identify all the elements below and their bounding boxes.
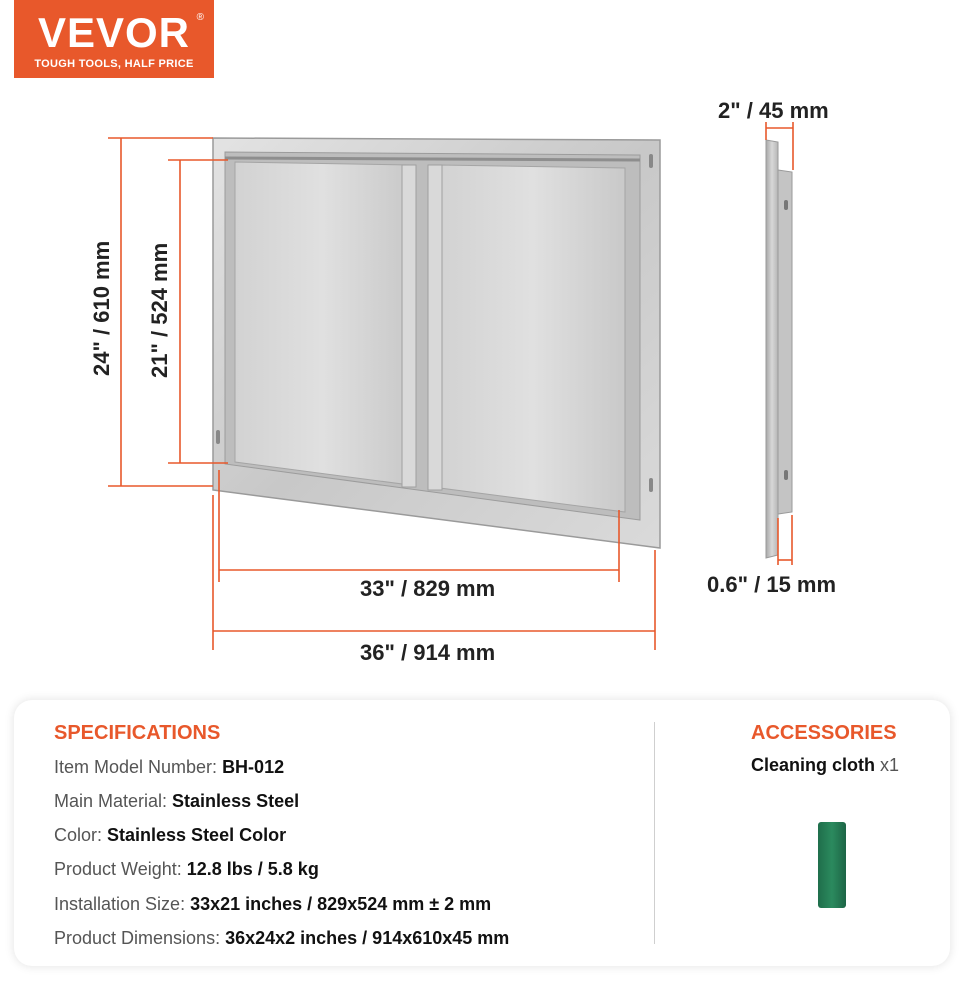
outer-width-label: 36" / 914 mm [360,640,496,665]
card-divider [654,722,655,944]
logo-registered-mark: ® [196,12,204,23]
specifications-card [14,700,950,966]
spec-row-dimensions: Product Dimensions: 36x24x2 inches / 914x610x45 mm [54,928,510,948]
door-side-view [766,140,792,558]
inner-height-label: 21" / 524 mm [147,242,172,378]
accessory-item: Cleaning cloth x1 [751,755,900,775]
specifications-title: SPECIFICATIONS [54,722,221,744]
logo-brand: VEVOR [37,9,191,56]
inner-width-label: 33" / 829 mm [360,576,496,601]
accessories-title: ACCESSORIES [751,722,897,744]
depth-label: 2" / 45 mm [718,98,829,123]
spec-row-model: Item Model Number: BH-012 [54,757,285,777]
thickness-label: 0.6" / 15 mm [707,572,837,597]
spec-row-material: Main Material: Stainless Steel [54,791,300,811]
door-front-view [213,138,660,548]
spec-row-color: Color: Stainless Steel Color [54,825,287,845]
logo-tagline: TOUGH TOOLS, HALF PRICE [34,58,194,70]
spec-row-installation-size: Installation Size: 33x21 inches / 829x524 mm ± 2 mm [54,894,492,914]
outer-height-label: 24" / 610 mm [89,240,114,376]
cleaning-cloth-image [818,822,846,908]
spec-row-weight: Product Weight: 12.8 lbs / 5.8 kg [54,859,319,879]
